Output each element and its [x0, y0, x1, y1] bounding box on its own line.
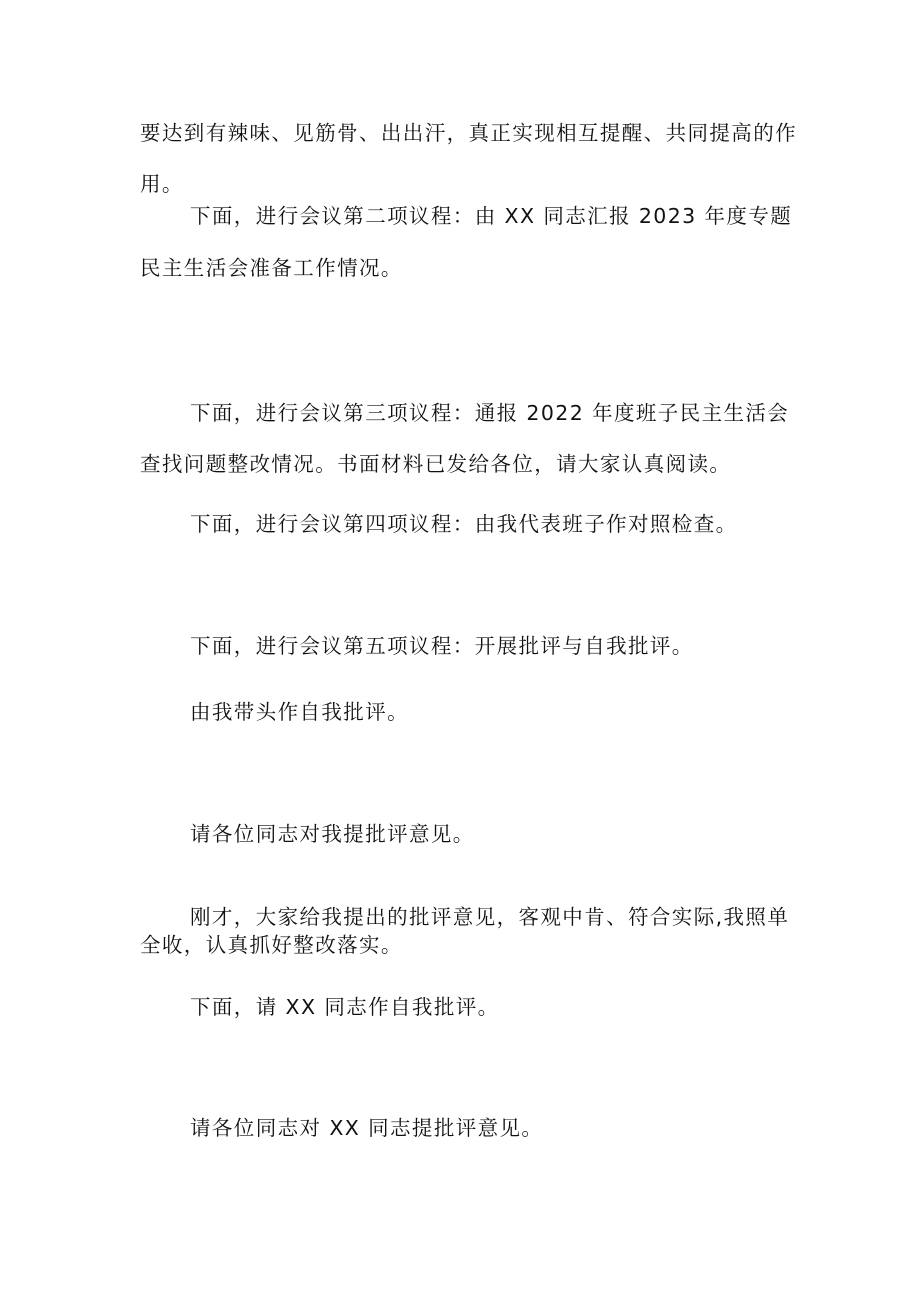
paragraph-8-line-2: 全收，认真抓好整改落实。 [140, 933, 403, 957]
paragraph-7-line-1: 请各位同志对我提批评意见。 [190, 822, 475, 846]
paragraph-4-line-1: 下面，进行会议第四项议程：由我代表班子作对照检查。 [190, 512, 738, 536]
paragraph-3-line-2: 查找问题整改情况。书面材料已发给各位，请大家认真阅读。 [140, 452, 732, 476]
paragraph-5-line-1: 下面，进行会议第五项议程：开展批评与自我批评。 [190, 634, 694, 658]
paragraph-2-line-2: 民主生活会准备工作情况。 [140, 256, 403, 280]
paragraph-10-line-1: 请各位同志对 XX 同志提批评意见。 [190, 1116, 544, 1140]
paragraph-8-line-1: 刚才，大家给我提出的批评意见，客观中肯、符合实际,我照单 [190, 905, 790, 929]
paragraph-9-line-1: 下面，请 XX 同志作自我批评。 [190, 995, 500, 1019]
paragraph-1-line-1: 要达到有辣味、见筋骨、出出汗，真正实现相互提醒、共同提高的作 [140, 121, 797, 145]
paragraph-2-line-1: 下面，进行会议第二项议程：由 XX 同志汇报 2023 年度专题 [190, 204, 793, 228]
paragraph-6-line-1: 由我带头作自我批评。 [190, 700, 409, 724]
paragraph-3-line-1: 下面，进行会议第三项议程：通报 2022 年度班子民主生活会 [190, 401, 790, 425]
paragraph-1-line-2: 用。 [140, 172, 184, 196]
